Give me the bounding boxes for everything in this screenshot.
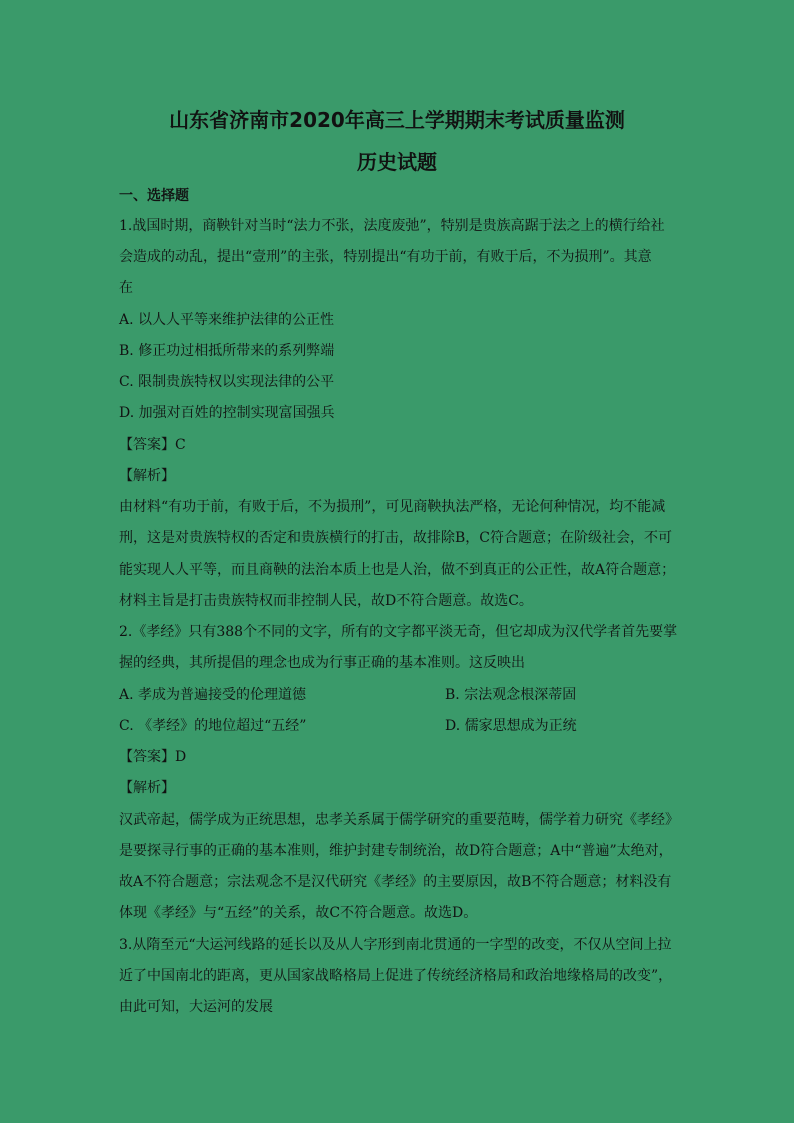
- q1-analysis-line3: 能实现人人平等，而且商鞅的法治本质上也是人治，做不到真正的公正性，故A符合题意；: [119, 562, 676, 578]
- q1-analysis-line4: 材料主旨是打击贵族特权而非控制人民，故D不符合题意。故选C。: [119, 593, 533, 609]
- q1-stem-line1: 1.战国时期，商鞅针对当时“法力不张，法度废弛”，特别是贵族高踞于法之上的横行给社: [119, 218, 665, 234]
- q3-stem-line1: 3.从隋至元“大运河线路的延长以及从人字形到南北贯通的一字型的改变，不仅从空间上拉: [119, 937, 672, 953]
- q1-stem-line2: 会造成的动乱，提出“壹刑”的主张，特别提出“有功于前，有败于后，不为损刑”。其意: [119, 249, 652, 265]
- q2-analysis-line1: 汉武帝起，儒学成为正统思想，忠孝关系属于儒学研究的重要范畴，儒学着力研究《孝经》: [119, 812, 679, 828]
- document-title: 山东省济南市2020年高三上学期期末考试质量监测: [169, 108, 625, 132]
- q1-option-b: B. 修正功过相抵所带来的系列弊端: [119, 343, 335, 359]
- q2-analysis-line4: 体现《孝经》与“五经”的关系，故C不符合题意。故选D。: [119, 905, 478, 921]
- q1-option-c: C. 限制贵族特权以实现法律的公平: [119, 374, 335, 390]
- q2-analysis-label: 【解析】: [119, 780, 175, 796]
- q2-option-b: B. 宗法观念根深蒂固: [445, 687, 577, 703]
- q2-stem-line1: 2.《孝经》只有388个不同的文字，所有的文字都平淡无奇，但它却成为汉代学者首先要掌: [119, 624, 678, 640]
- q1-analysis-line2: 刑，这是对贵族特权的否定和贵族横行的打击，故排除B，C符合题意；在阶级社会，不可: [119, 530, 672, 546]
- q2-option-a: A. 孝成为普遍接受的伦理道德: [119, 687, 307, 703]
- q2-analysis-line2: 是要探寻行事的正确的基本准则，维护封建专制统治，故D符合题意；A中“普遍”太绝对，: [119, 843, 673, 859]
- q3-stem-line2: 近了中国南北的距离，更从国家战略格局上促进了传统经济格局和政治地缘格局的改变”，: [119, 968, 673, 984]
- q1-analysis-line1: 由材料“有功于前，有败于后，不为损刑”，可见商鞅执法严格，无论何种情况，均不能减: [119, 499, 666, 515]
- q2-answer: 【答案】D: [119, 749, 187, 765]
- q1-stem-line3: 在: [119, 280, 133, 296]
- q1-option-a: A. 以人人平等来维护法律的公正性: [119, 312, 335, 328]
- q2-option-c: C. 《孝经》的地位超过“五经”: [119, 718, 307, 734]
- q2-option-d: D. 儒家思想成为正统: [445, 718, 577, 734]
- q3-stem-line3: 由此可知，大运河的发展: [119, 999, 273, 1015]
- q2-stem-line2: 握的经典，其所提倡的理念也成为行事正确的基本准则。这反映出: [119, 655, 525, 671]
- q1-option-d: D. 加强对百姓的控制实现富国强兵: [119, 405, 335, 421]
- section-heading: 一、选择题: [119, 188, 189, 204]
- q1-analysis-label: 【解析】: [119, 468, 175, 484]
- document-subtitle: 历史试题: [357, 150, 437, 174]
- q2-analysis-line3: 故A不符合题意；宗法观念不是汉代研究《孝经》的主要原因，故B不符合题意；材料没有: [119, 874, 672, 890]
- q1-answer: 【答案】C: [119, 437, 186, 453]
